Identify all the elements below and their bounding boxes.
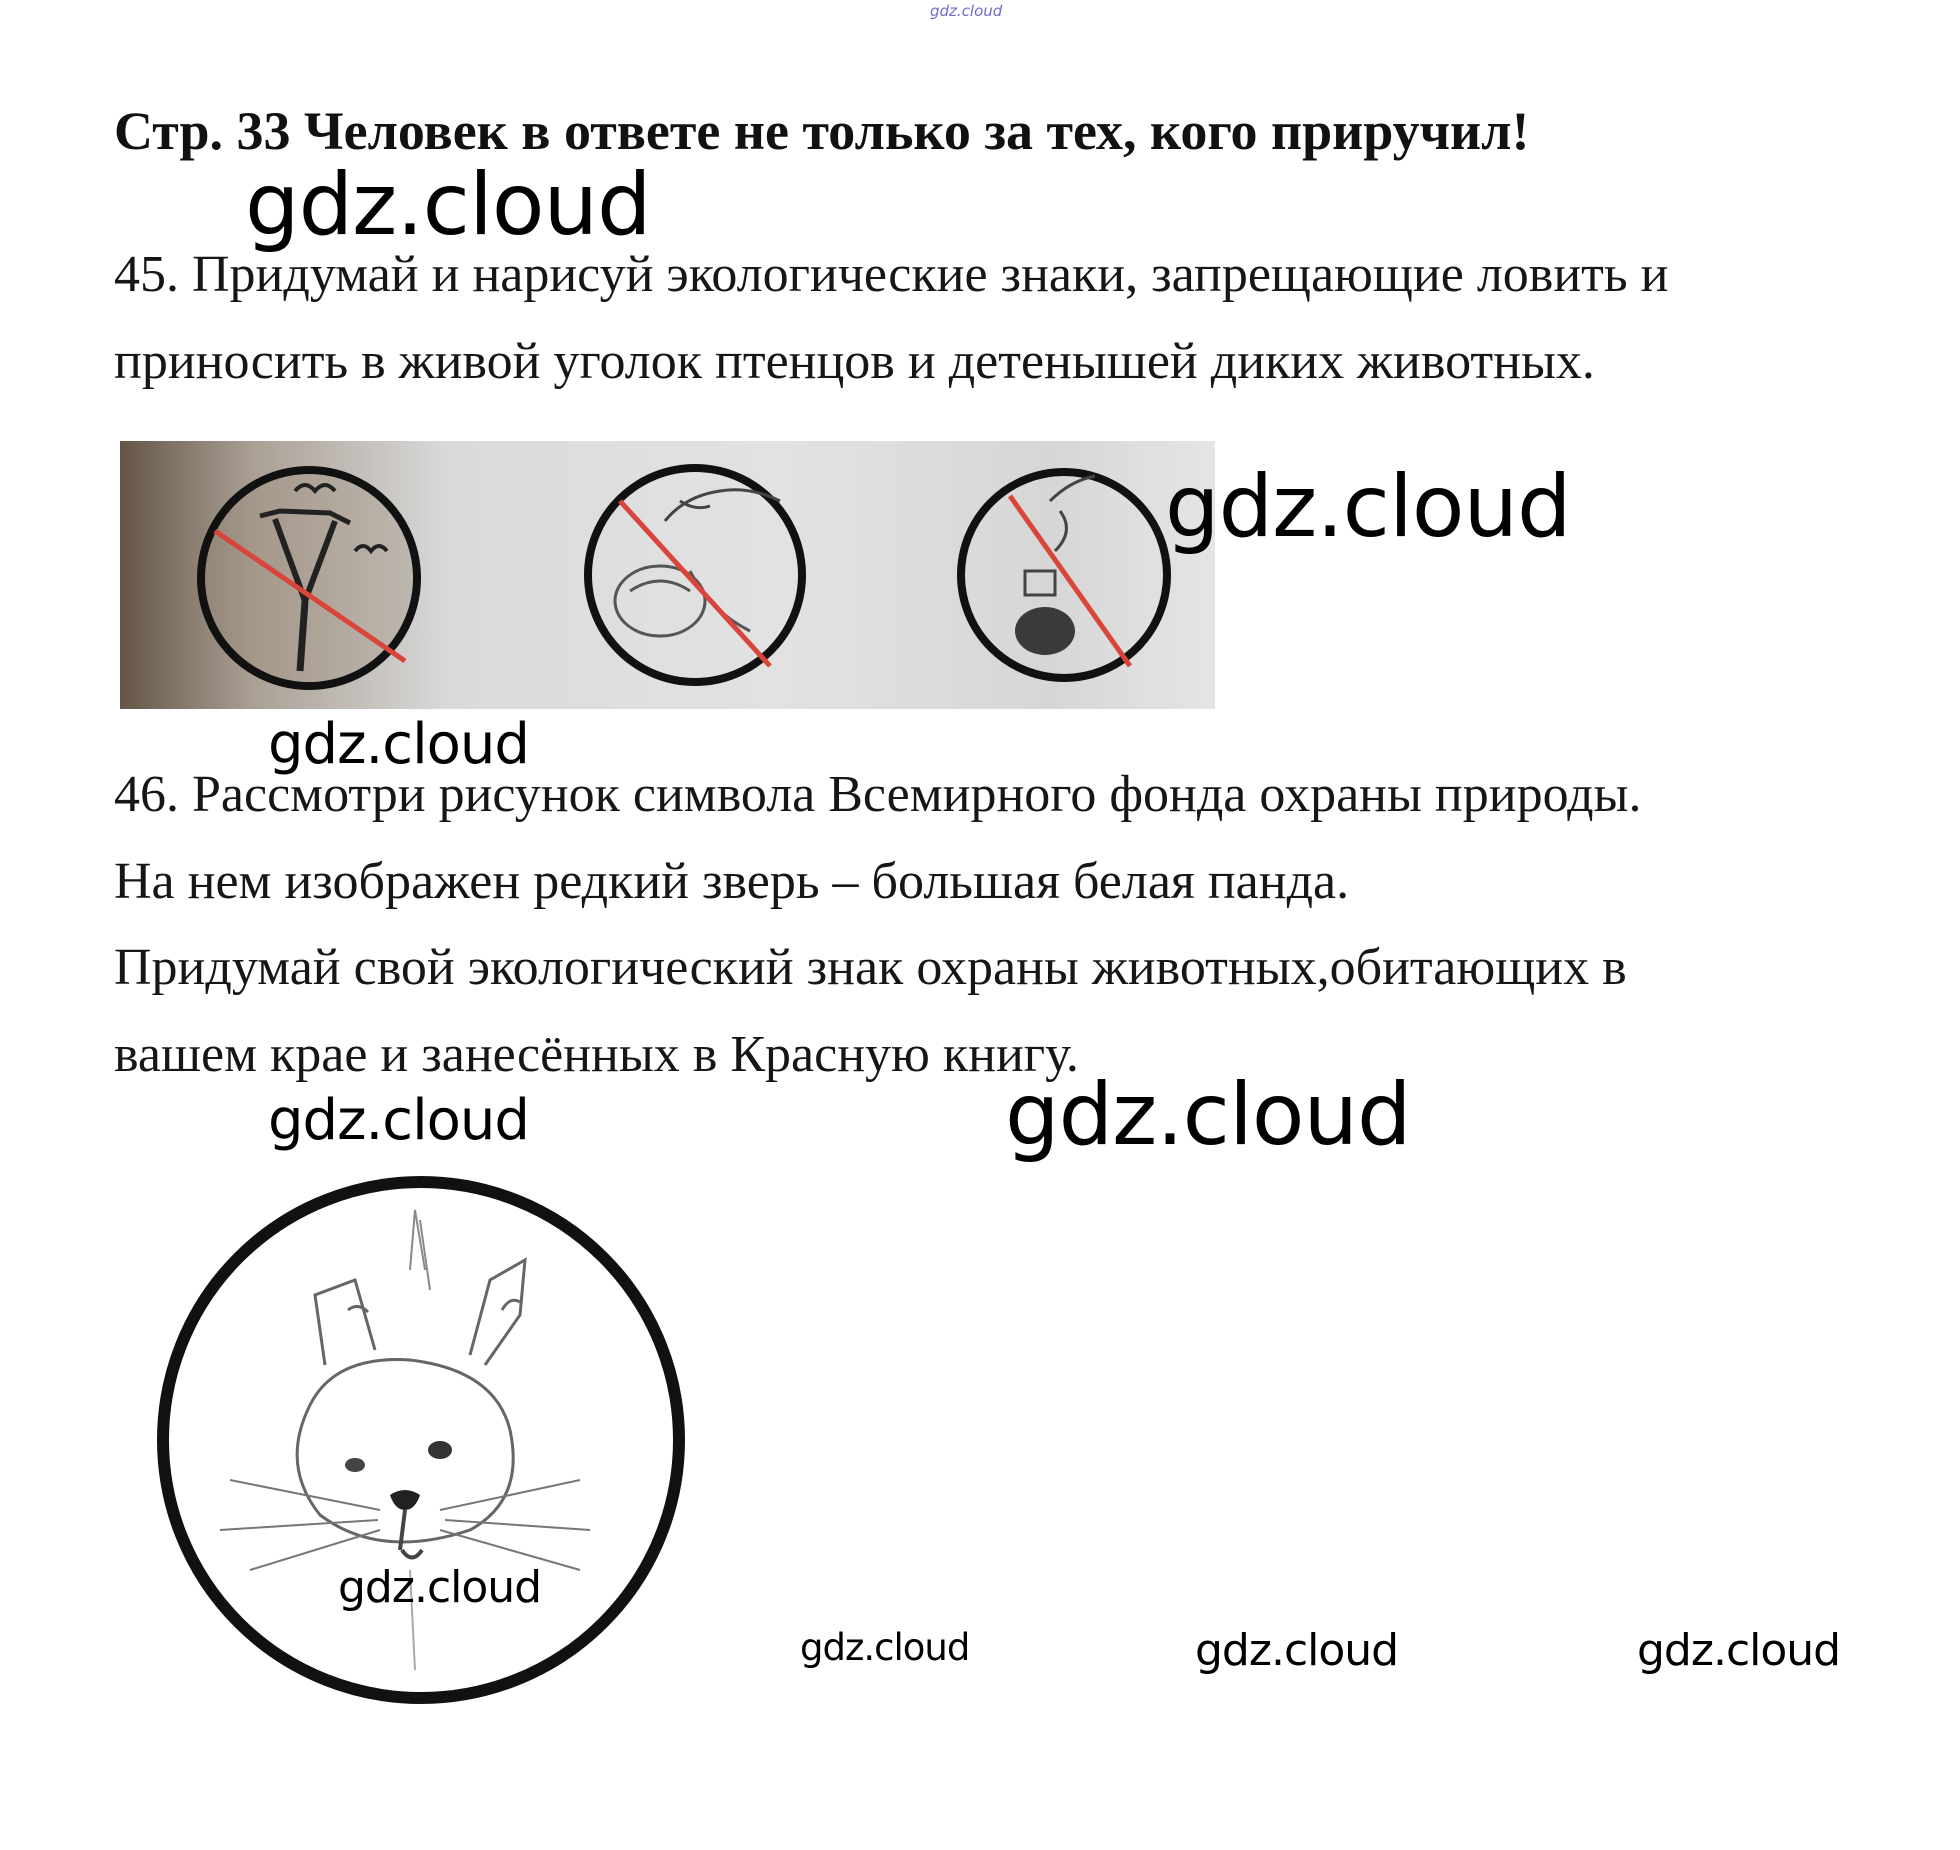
watermark: gdz.cloud xyxy=(268,712,529,777)
watermark: gdz.cloud xyxy=(1195,1625,1399,1676)
watermark: gdz.cloud xyxy=(268,1088,529,1153)
watermark: gdz.cloud xyxy=(800,1626,970,1669)
watermark: gdz.cloud xyxy=(245,155,651,255)
watermark: gdz.cloud xyxy=(1005,1065,1411,1165)
task45-line1: 45. Придумай и нарисуй экологические знаки, запрещающие ловить и xyxy=(114,246,1669,303)
task46-line2: На нем изображен редкий зверь – большая белая панда. xyxy=(114,853,1350,910)
task45-line2: приносить в живой уголок птенцов и детенышей диких животных. xyxy=(114,333,1595,390)
watermark: gdz.cloud xyxy=(338,1562,542,1613)
watermark: gdz.cloud xyxy=(1165,457,1571,557)
task46-line1: 46. Рассмотри рисунок символа Всемирного фонда охраны природы. xyxy=(114,766,1642,823)
top-watermark: gdz.cloud xyxy=(930,2,1003,20)
watermark: gdz.cloud xyxy=(1637,1625,1841,1676)
prohibition-signs-photo xyxy=(120,441,1215,709)
hare-sign-icon xyxy=(110,1150,710,1720)
slingshot-birds-icon xyxy=(201,470,417,686)
task46-line3: Придумай свой экологический знак охраны животных,обитающих в xyxy=(114,939,1627,996)
task46-line4: вашем крае и занесённых в Красную книгу. xyxy=(114,1026,1079,1083)
page-title: Стр. 33 Человек в ответе не только за тех, кого приручил! xyxy=(114,101,1530,161)
